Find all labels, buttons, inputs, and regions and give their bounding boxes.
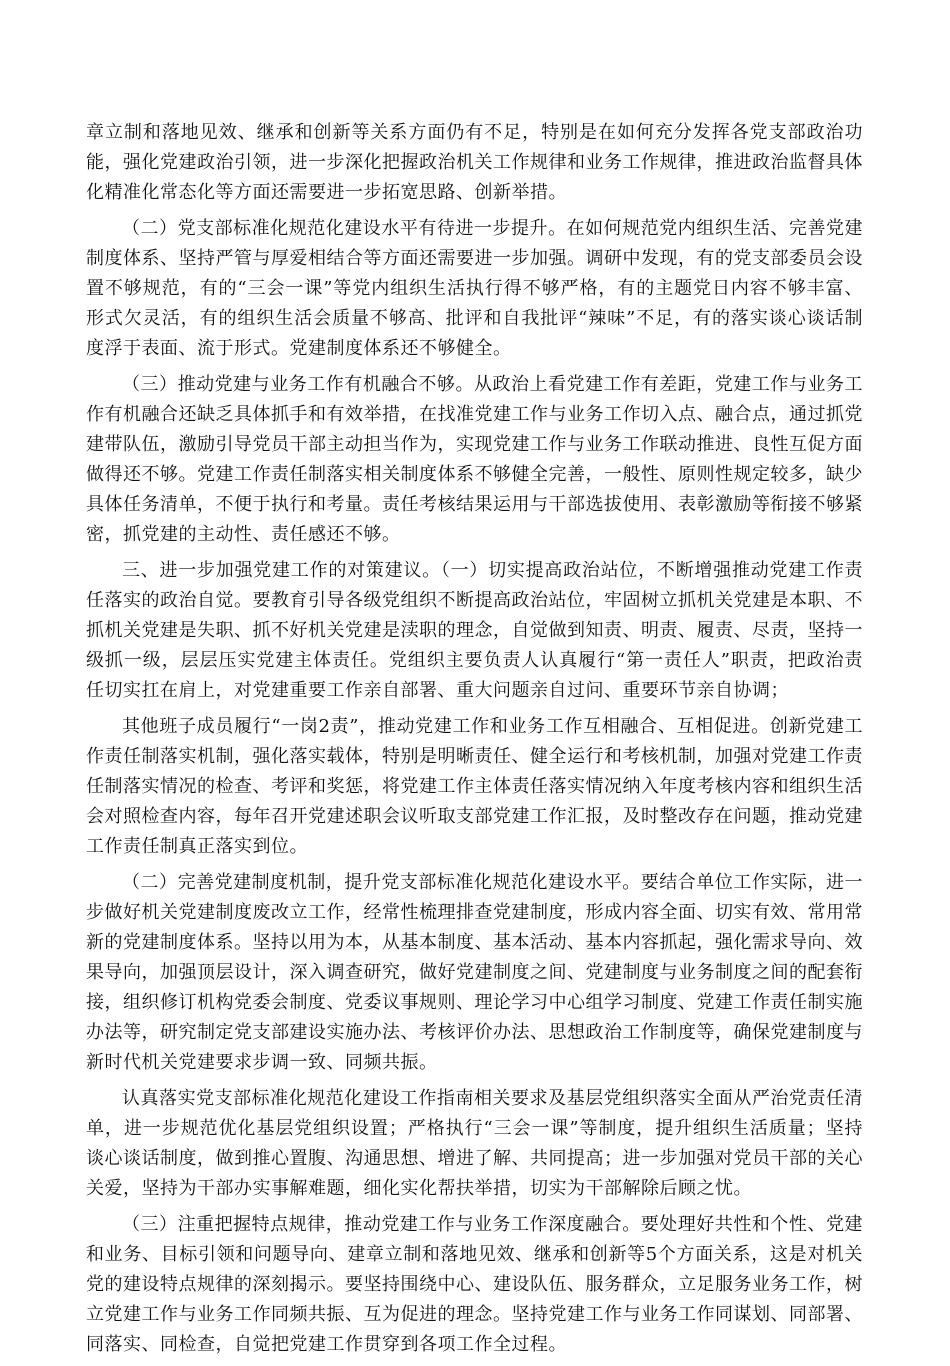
paragraph-section-2-3: （三）推动党建与业务工作有机融合不够。从政治上看党建工作有差距，党建工作与业务工作有机融合还缺乏具体抓手和有效举措，在找准党建工作与业务工作切入点、融合点，通过抓党建带队伍，激励引导党员干部主动担当作为，实现党建工作与业务工作联动推进、良性互促方面做得还不够。党建工作责任制落实相关制度体系不够健全完善，一般性、原则性规定较多，缺少具体任务清单，不便于执行和考量。责任考核结果运用与干部选拔使用、表彰激励等衔接不够紧密，抓党建的主动性、责任感还不够。 xyxy=(86,374,863,545)
paragraph-section-3-3: （三）注重把握特点规律，推动党建工作与业务工作深度融合。要处理好共性和个性、党建和业务、目标引领和问题导向、建章立制和落地见效、继承和创新等5个方面关系，这是对机关党的建设特点规律的深刻揭示。要坚持围绕中心、建设队伍、服务群众，立足服务业务工作，树立党建工作与业务工作同频共振、互为促进的理念。坚持党建工作与业务工作同谋划、同部署、同落实、同检查，自觉把党建工作贯穿到各项工作全过程。 xyxy=(86,1214,863,1355)
paragraph-section-3-2: （二）完善党建制度机制，提升党支部标准化规范化建设水平。要结合单位工作实际，进一步做好机关党建制度废改立工作，经常性梳理排查党建制度，形成内容全面、切实有效、常用常新的党建制度体系。坚持以用为本，从基本制度、基本活动、基本内容抓起，强化需求导向、效果导向，加强顶层设计，深入调查研究，做好党建制度之间、党建制度与业务制度之间的配套衔接，组织修订机构党委会制度、党委议事规则、理论学习中心组学习制度、党建工作责任制实施办法等，研究制定党支部建设实施办法、考核评价办法、思想政治工作制度等，确保党建制度与新时代机关党建要求步调一致、同频共振。 xyxy=(86,872,863,1073)
paragraph-section-2-2: （二）党支部标准化规范化建设水平有待进一步提升。在如何规范党内组织生活、完善党建制度体系、坚持严管与厚爱相结合等方面还需要进一步加强。调研中发现，有的党支部委员会设置不够规范，有的“三会一课”等党内组织生活执行得不够严格，有的主题党日内容不够丰富、形式欠灵活，有的组织生活会质量不够高、批评和自我批评“辣味”不足，有的落实谈心谈话制度浮于表面、流于形式。党建制度体系还不够健全。 xyxy=(86,218,863,359)
paragraph-section-3-2-cont: 认真落实党支部标准化规范化建设工作指南相关要求及基层党组织落实全面从严治党责任清单，进一步规范优化基层党组织设置；严格执行“三会一课”等制度，提升组织生活质量；坚持谈心谈话制度，做到推心置腹、沟通思想、增进了解、共同提高；进一步加强对党员干部的关心关爱，坚持为干部办实事解难题，细化实化帮扶举措，切实为干部解除后顾之忧。 xyxy=(86,1088,863,1199)
document-body xyxy=(86,118,863,1366)
paragraph-section-3-1-cont: 其他班子成员履行“一岗2责”，推动党建工作和业务工作互相融合、互相促进。创新党建工作责任制落实机制，强化落实载体，特别是明晰责任、健全运行和考核机制，加强对党建工作责任制落实情况的检查、考评和奖惩，将党建工作主体责任落实情况纳入年度考核内容和组织生活会对照检查内容，每年召开党建述职会议听取支部党建工作汇报，及时整改存在问题，推动党建工作责任制真正落实到位。 xyxy=(86,716,863,857)
paragraph-continuation: 章立制和落地见效、继承和创新等关系方面仍有不足，特别是在如何充分发挥各党支部政治功能，强化党建政治引领，进一步深化把握政治机关工作规律和业务工作规律，推进政治监督具体化精准化常态化等方面还需要进一步拓宽思路、创新举措。 xyxy=(86,122,863,203)
paragraph-section-3-1: 三、进一步加强党建工作的对策建议。（一）切实提高政治站位，不断增强推动党建工作责任落实的政治自觉。要教育引导各级党组织不断提高政治站位，牢固树立抓机关党建是本职、不抓机关党建是失职、抓不好机关党建是渎职的理念，自觉做到知责、明责、履责、尽责，坚持一级抓一级，层层压实党建主体责任。党组织主要负责人认真履行“第一责任人”职责，把政治责任切实扛在肩上，对党建重要工作亲自部署、重大问题亲自过问、重要环节亲自协调； xyxy=(86,560,863,701)
